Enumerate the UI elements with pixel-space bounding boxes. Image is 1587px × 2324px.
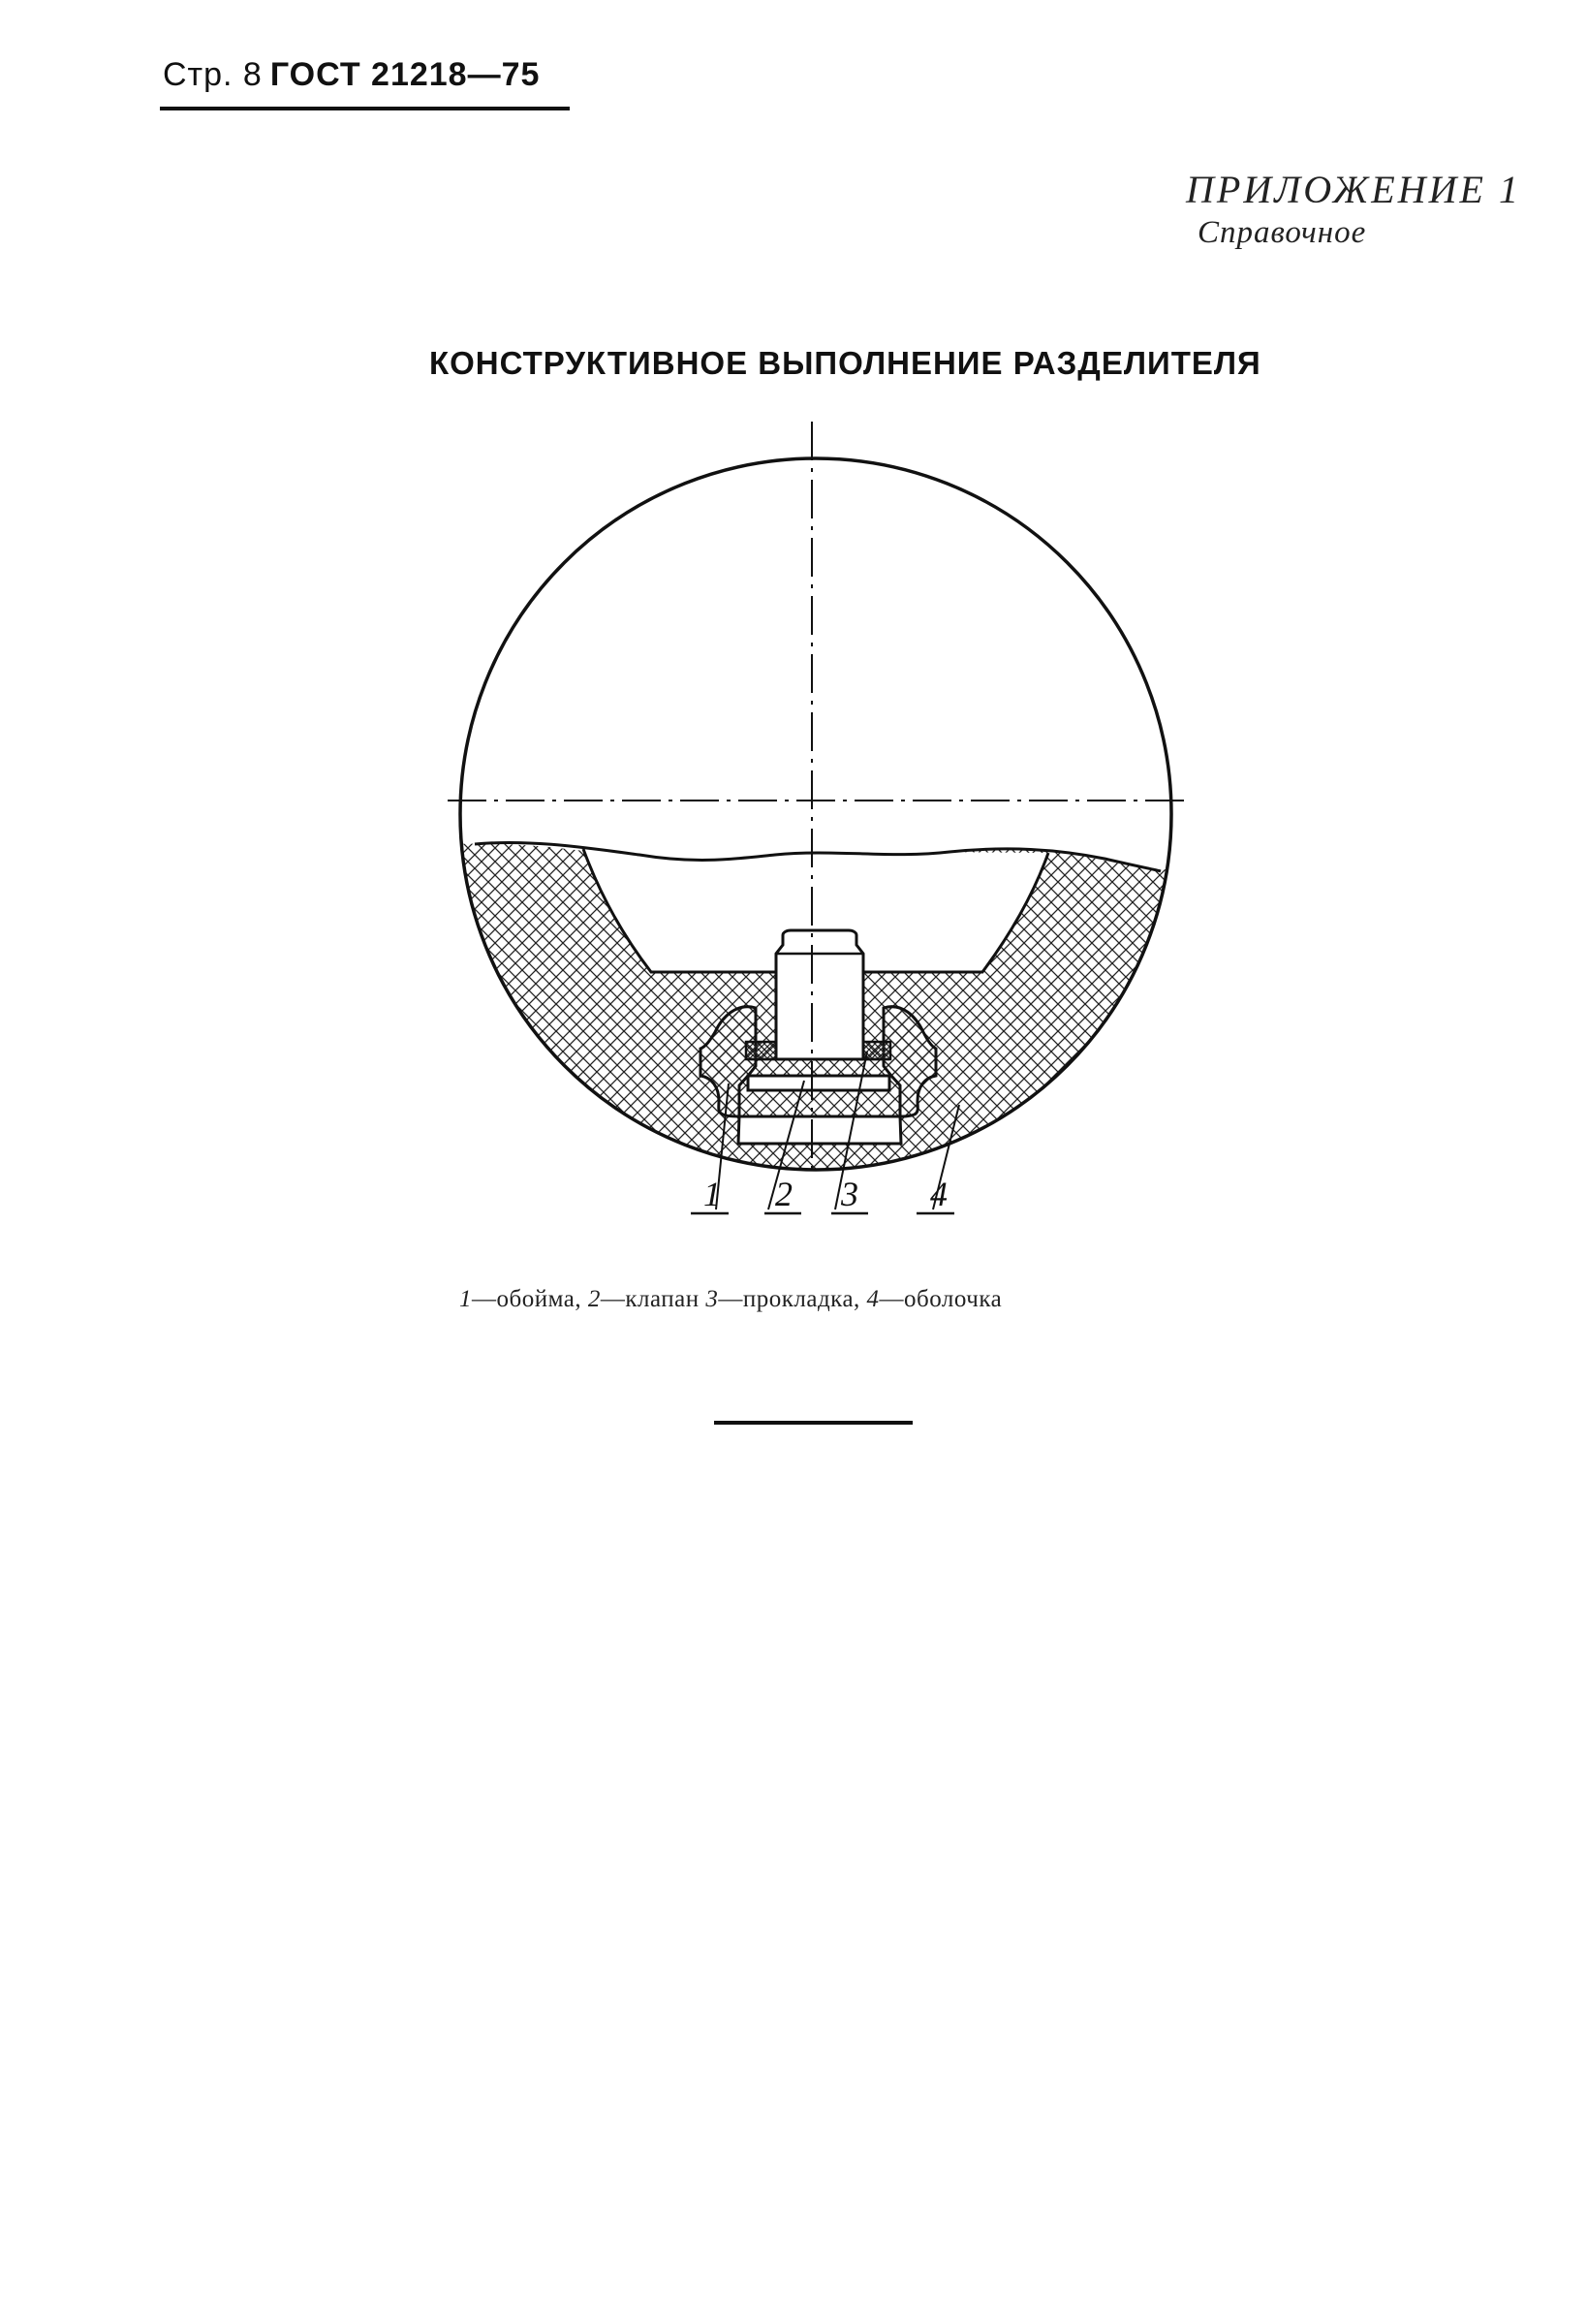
appendix-label: ПРИЛОЖЕНИЕ 1 <box>1186 168 1521 211</box>
drawing-title: КОНСТРУКТИВНОЕ ВЫПОЛНЕНИЕ РАЗДЕЛИТЕЛЯ <box>429 345 1261 381</box>
callout-3: 3 <box>841 1175 858 1213</box>
page-number: Стр. 8 <box>163 56 263 93</box>
legend-num-1: 1 <box>459 1286 472 1312</box>
end-rule <box>714 1421 913 1425</box>
standard-number: ГОСТ 21218—75 <box>269 56 541 93</box>
legend-num-3: 3 <box>705 1286 719 1312</box>
legend-num-4: 4 <box>866 1286 880 1312</box>
callout-2: 2 <box>775 1175 793 1213</box>
legend-num-2: 2 <box>587 1286 601 1312</box>
valve-seat <box>748 1076 889 1090</box>
legend-text-1: —обойма, <box>472 1286 582 1312</box>
callout-1: 1 <box>703 1175 721 1213</box>
appendix-subtitle: Справочное <box>1198 215 1367 250</box>
figure-legend <box>459 1286 1002 1313</box>
valve-stem <box>776 930 863 1059</box>
legend-text-4: —оболочка <box>879 1286 1003 1312</box>
callout-4: 4 <box>930 1175 948 1213</box>
bottom-opening <box>738 1116 901 1144</box>
legend-text-2: —клапан <box>600 1286 700 1312</box>
legend-text-3: —прокладка, <box>718 1286 860 1312</box>
